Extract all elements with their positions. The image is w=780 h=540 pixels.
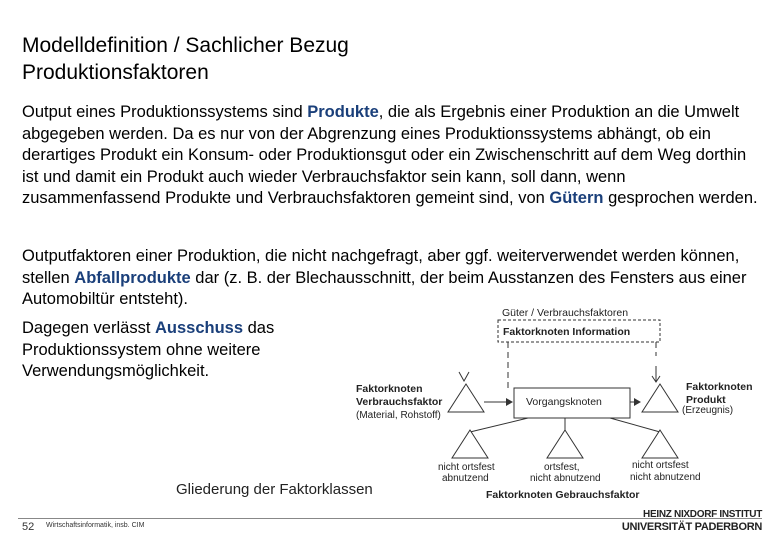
right-node-title-2: Produkt xyxy=(686,394,726,406)
right-node-title-1: Faktorknoten xyxy=(686,381,753,393)
usage-factor-triangle-2 xyxy=(547,430,583,458)
right-node-sub: (Erzeugnis) xyxy=(682,405,734,416)
logo-line-2: UNIVERSITÄT PADERBORN xyxy=(621,521,762,533)
arrow-to-product-head xyxy=(634,398,641,406)
title-line-1: Modelldefinition / Sachlicher Bezug xyxy=(22,34,349,57)
figure-caption: Gliederung der Faktorklassen xyxy=(176,481,373,498)
university-logo xyxy=(622,508,762,534)
keyword-produkte: Produkte xyxy=(307,103,379,121)
consumption-factor-triangle xyxy=(448,384,484,412)
keyword-ausschuss: Ausschuss xyxy=(155,319,244,337)
usage-factor-triangle-3 xyxy=(642,430,678,458)
keyword-abfallprodukte: Abfallprodukte xyxy=(74,268,191,287)
arrow-down-left xyxy=(459,372,469,381)
title-line-2: Produktionsfaktoren xyxy=(22,61,209,84)
p1-text-c: gesprochen werden. xyxy=(603,189,758,207)
left-node-sub: (Material, Rohstoff) xyxy=(356,410,441,421)
t3-label-1: nicht ortsfest xyxy=(632,460,689,471)
p1-text-b: , die als Ergebnis einer Produktion an die Umwelt abgegeben werden. Da es nur von der Abgrenzung eines Produktionssystems abhängt, ob ein derartiges Produkt ein Konsum- oder Produktionsgut oder ein Zwischenschritt auf dem Weg dorthin ist und damit ein Produkt auch wieder Verbrauchsfaktor sein kann, soll dann, wenn zusammenfassend Produkte und Verbrauchsfaktoren gemeint sind, von xyxy=(22,103,747,207)
p2-text-b: dar (z. B. der Blechausschnitt, der beim Ausstanzen des Fensters aus einer Automobiltür entsteht). xyxy=(22,268,747,308)
t3-label-2: nicht abnutzend xyxy=(630,472,701,483)
left-node-title-2: Verbrauchsfaktor xyxy=(356,396,443,408)
p2-text-a: Outputfaktoren einer Produktion, die nicht nachgefragt, aber ggf. weiterverwendet werden können, stellen xyxy=(22,247,740,287)
process-node-label: Vorgangsknoten xyxy=(526,396,602,408)
t2-label-2: nicht abnutzend xyxy=(530,473,601,484)
connector-right xyxy=(610,418,660,432)
p3-text-a: Dagegen verlässt xyxy=(22,319,155,337)
arrow-to-process-head xyxy=(506,398,513,406)
page-number: 52 xyxy=(22,521,35,533)
usage-factor-node-label: Faktorknoten Gebrauchsfaktor xyxy=(486,489,640,501)
connector-left xyxy=(470,418,528,432)
footer-course-name: Wirtschaftsinformatik, insb. CIM xyxy=(46,522,145,529)
product-triangle xyxy=(642,384,678,412)
diagram-top-label: Güter / Verbrauchsfaktoren xyxy=(502,307,629,319)
left-node-title-1: Faktorknoten xyxy=(356,383,423,395)
p3-text-b: das Produktionssystem ohne weitere Verwendungsmöglichkeit. xyxy=(22,319,275,380)
usage-factor-triangle-1 xyxy=(452,430,488,458)
info-node-label: Faktorknoten Information xyxy=(503,326,631,338)
logo-line-1: HEINZ NIXDORF INSTITUT xyxy=(643,509,762,520)
t1-label-1: nicht ortsfest xyxy=(438,462,495,473)
keyword-guetern: Gütern xyxy=(549,189,604,207)
t2-label-1: ortsfest, xyxy=(544,462,580,473)
p1-text-a: Output eines Produktionssystems sind xyxy=(22,103,308,121)
t1-label-2: abnutzend xyxy=(442,473,489,484)
